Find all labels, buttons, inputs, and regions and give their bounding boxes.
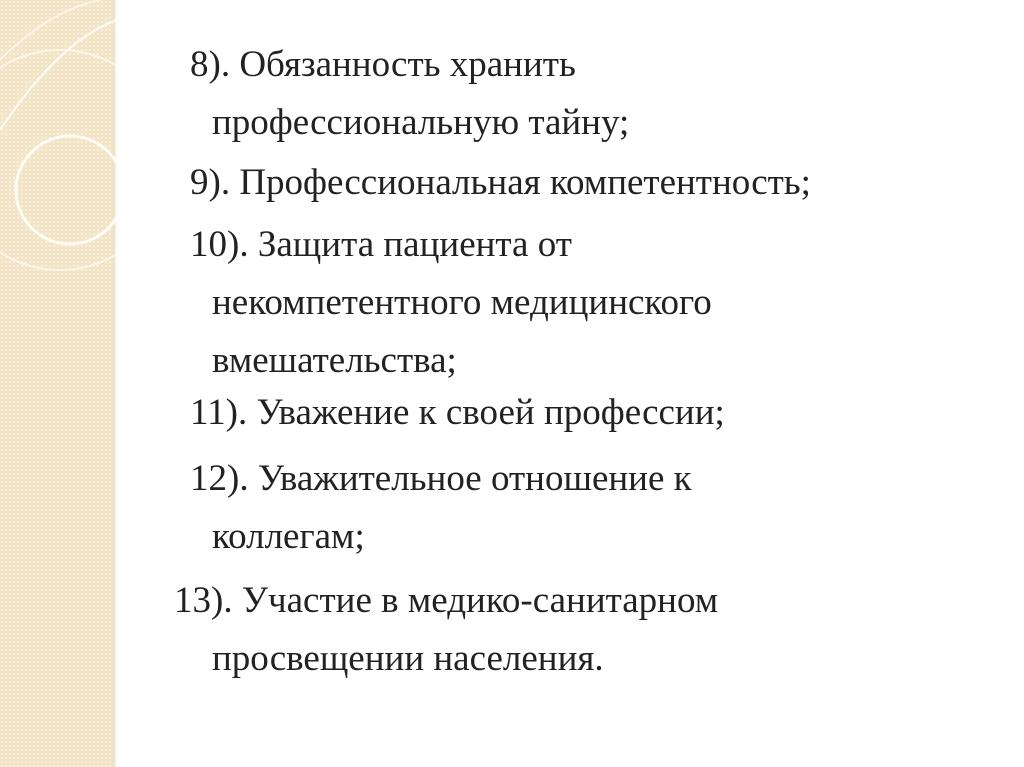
item-text: Уважительное отношение к — [257, 458, 692, 499]
item-number: 8). — [190, 44, 231, 85]
item-text: вмешательства; — [212, 340, 457, 381]
item-first-line — [190, 384, 725, 442]
item-first-line — [190, 216, 712, 274]
item-number: 10). — [190, 224, 249, 265]
item-number: 12). — [190, 458, 249, 499]
item-number: 13). — [174, 580, 233, 621]
item-number: 11). — [190, 392, 248, 433]
list-item-12 — [190, 450, 692, 566]
item-first-line — [174, 572, 718, 630]
item-text: Профессиональная компетентность; — [239, 162, 811, 203]
item-text: Участие в медико-санитарном — [241, 580, 719, 621]
item-number: 9). — [190, 162, 231, 203]
list-item-9 — [190, 154, 811, 212]
item-text: коллегам; — [212, 516, 365, 557]
item-text: Уважение к своей профессии; — [256, 392, 725, 433]
item-first-line — [190, 154, 811, 212]
item-first-line — [190, 36, 629, 94]
item-first-line — [190, 450, 692, 508]
item-text: некомпетентного медицинского — [212, 282, 712, 323]
list-item-10 — [190, 216, 712, 390]
item-text: профессиональную тайну; — [212, 102, 630, 143]
item-text: Защита пациента от — [257, 224, 572, 265]
list-item-8 — [190, 36, 629, 152]
list-item-11 — [190, 384, 725, 442]
list-item-13 — [174, 572, 718, 688]
item-text: Обязанность хранить — [239, 44, 576, 85]
item-text: просвещении населения. — [212, 638, 604, 679]
